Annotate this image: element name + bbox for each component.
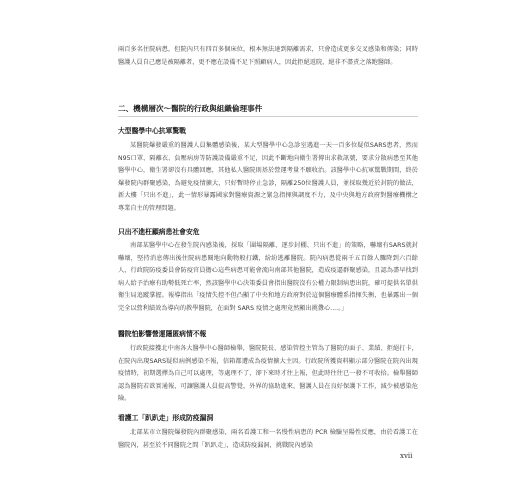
paragraph-3: 行政院接獲北中南各大醫學中心醫師檢舉，醫院院長、感染管控主管為了醫院的面子、業績、拒絕打卡，在院內出現SARS疑似病例感染不報，信箱都遭成為疫情擴大主因。行政院所獲資料顯示部分醫院在院內出現疫情時，初期選擇為自己可以處理，等處理不了，卻下來時才往上報，但此時往往已一發不可收拾。檢舉醫師認為醫院若欲實通報，可讓醫護人員提高警覺，外界的協助進來，醫護人員在良好保護下工作，減少被感染危險。	[118, 345, 418, 403]
subheading-4: 看護工「趴趴走」形成防疫漏洞	[118, 414, 214, 422]
intro-paragraph: 兩百多名住院病患，但院內只有四百多個床位，根本無法達到隔離需求，只會造成更多交叉感染和傳染；同時醫護人員自己應是被隔離者，更不應在設備不足下照顧病人，因此拒絕返院，絕非不盡責之落跑醫師。	[118, 46, 418, 66]
subheading-2: 只出不進枉顧病患社會安危	[118, 228, 200, 236]
paragraph-1: 某醫院爆發嚴重的醫護人員集體感染後，某大型醫學中心急診室遇進一天一百多位疑似SARS患者，然而N95口罩、隔離衣、負壓病房等防護設備嚴重不足，因此不斷地向衛生署傳出求救訊號，要求分散病患至其他醫學中心，衛生署卻沒有具體回應，其他私人醫院則基於營運考量不願收治。該醫學中心抗軍驚戰期間，終於爆發院內群聚感染，為避免疫情擴大，只好暫時停止急診，隔離250位醫護人員，並採取幾近於封院的做法，新大樓「只出不進」，此一情形暴露國家對醫療資源之緊急指揮與調度不力，及中央與地方政府對醫療機構之專業自主的管理問題。	[118, 142, 418, 212]
subheading-1: 大型醫學中心抗軍驚戰	[118, 127, 186, 135]
paragraph-4: 北部某市立醫院爆發院內群聚感染，兩名看護工和一名慢性病患的 PCR 檢驗呈陽性反應，由於看護工在醫院內，甚至於不同醫院之間「趴趴走」，造成防疫漏洞，挑戰院內感染	[118, 429, 418, 449]
page-number: xvii	[400, 452, 413, 460]
heading-rule	[118, 116, 418, 117]
subheading-3: 醫院怕影響營運隱匿病情不報	[118, 330, 207, 338]
section-heading: 二、機構層次～醫院的行政與組織倫理事件	[118, 104, 263, 113]
paragraph-2: 南部某醫學中心在發生院內感染後，採取「圍場隔離、逐步封棚、只出不進」的策略，嚇壞有SARS就封嚇壞，堅持消息傳出後住院病患閱地向動物般打鐵，紛紛逃離醫院。院內病患從兩千五百餘人驟降到六百餘人，行政院防疫委員會防疫官員擔心這些病患可能會流向南部其他醫院，造成疫逼群聚感染，且認為盡早找到病人給予治療有助勢低死亡率，然該醫學中心決策委員會指出醫院沒有公權力限制病患出院，確可提供名單供衛生局追蹤掌握。報導指出「疫情失控不但凸顯了中央和地方政府對於這個醫療體系指揮失衡，也暴露出一個完全以營利績效為導向的教學醫院，在面對 SARS 疫情之處理竟然顯出挑釁心....。」	[118, 242, 418, 312]
